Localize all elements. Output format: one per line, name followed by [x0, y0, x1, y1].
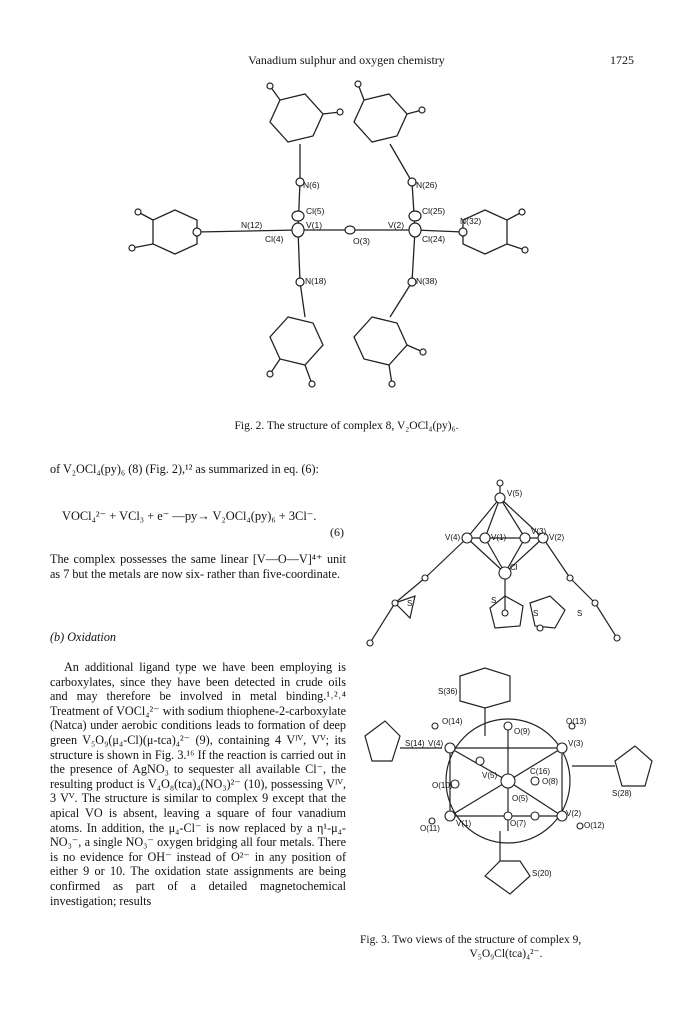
fig3-top-s3: S [533, 609, 539, 618]
fig3-bot-s20: S(20) [532, 869, 552, 878]
paragraph-2: The complex possesses the same linear [V—O—V]⁴⁺ unit as 7 but the metals are now six- rather than five-coordinate. [50, 552, 346, 581]
label-n18: N(18) [305, 276, 327, 286]
fig3-bot-o12: O(12) [584, 821, 605, 830]
fig3-top-v1: V(1) [491, 533, 507, 542]
label-n12: N(12) [241, 220, 263, 230]
fig3-bot-o9: O(9) [514, 727, 530, 736]
fig3-top-s2: S [491, 596, 497, 605]
figure-2-caption: Fig. 2. The structure of complex 8, V₂OCl₄(py)₆. [234, 420, 459, 432]
figure-3-caption-line1: Fig. 3. Two views of the structure of complex 9, [360, 934, 582, 946]
fig3-bot-o13: O(13) [566, 717, 587, 726]
fig3-bot-v1: V(1) [456, 819, 472, 828]
fig3-bot-v5: V(5) [482, 771, 498, 780]
label-cl24: Cl(24) [422, 234, 446, 244]
section-heading-oxidation: (b) Oxidation [50, 630, 117, 644]
label-cl4: Cl(4) [265, 234, 284, 244]
fig3-bot-v2: V(2) [566, 809, 582, 818]
fig3-bot-s28: S(28) [612, 789, 632, 798]
figure-3-side-view [355, 478, 655, 656]
label-v1: V(1) [306, 220, 323, 230]
fig3-bot-s36: S(36) [438, 687, 458, 696]
fig3-bot-o7: O(7) [510, 819, 526, 828]
fig3-bot-o10: O(10) [432, 781, 453, 790]
fig3-bot-v3: V(3) [568, 739, 584, 748]
figure-2-structure [120, 72, 540, 417]
label-o3: O(3) [353, 236, 370, 246]
fig3-bot-s14: S(14) [405, 739, 425, 748]
paragraph-3: An additional ligand type we have been employing is carboxylates, since they have been detected in crude oils and may therefore be involved in metal binding.¹˒²˒⁴ Treatment of VOCl₄²⁻ with sodium thiophene-2-carboxylate (Natca) under aerobic conditions leads to formation of deep green V₅O₉(μ₄-Cl)(μ-tca)₄²⁻ (9), containing 4 Vᴵⱽ, Vⱽ; its structure is shown in Fig. 3.¹⁶ If the reaction is carried out in the presence of AgNO₃ to sequester all available Cl⁻, the resulting product is V₄O₈(tca)₄(NO₃)²⁻ (10), possessing Vᴵⱽ, 3 Vⱽ. The structure is similar to complex 9 except that the apical VO is absent, leaving a square of four vanadium atoms. In addition, the μ₄-Cl⁻ is now replaced by a η¹-μ₄-NO₃⁻, a single NO₃⁻ oxygen bridging all four metals. There is no evidence for OH⁻ instead of O²⁻ in any position of either 9 or 10. The oxidation state assignments are being confirmed as part of a detailed magnetochemical investigation; results [50, 660, 346, 908]
fig3-top-s4: S [577, 609, 583, 618]
running-title: Vanadium sulphur and oxygen chemistry [248, 53, 445, 67]
label-n38: N(38) [416, 276, 438, 286]
fig3-top-v3: V(3) [531, 527, 547, 536]
label-n32: N(32) [460, 216, 482, 226]
figure-3-caption-line2: V₅O₉Cl(tca)₄²⁻. [469, 948, 543, 960]
fig3-bot-o8: O(8) [542, 777, 558, 786]
figure-3-caption [360, 933, 652, 961]
fig3-bot-v4: V(4) [428, 739, 444, 748]
label-n26: N(26) [416, 180, 438, 190]
figure-3-top-view [360, 666, 655, 921]
fig3-top-cl: Cl [510, 563, 518, 572]
equation-number: (6) [330, 525, 344, 539]
fig3-bot-c16: C(16) [530, 767, 551, 776]
paragraph-1: of V₂OCl₄(py)₆ (8) (Fig. 2),¹² as summarized in eq. (6): [50, 462, 319, 476]
fig3-top-s1: S [407, 599, 413, 608]
page-number: 1725 [610, 53, 634, 67]
fig3-bot-o14: O(14) [442, 717, 463, 726]
fig3-top-v5: V(5) [507, 489, 523, 498]
label-n6: N(6) [303, 180, 320, 190]
fig3-top-v2: V(2) [549, 533, 565, 542]
fig3-bot-o5: O(5) [512, 794, 528, 803]
fig3-bot-o11: O(11) [420, 824, 440, 833]
label-cl5: Cl(5) [306, 206, 325, 216]
equation-6: VOCl₄²⁻ + VCl₃ + e⁻ —py→ V₂OCl₄(py)₆ + 3Cl⁻. [62, 509, 317, 523]
label-cl25: Cl(25) [422, 206, 446, 216]
label-v2: V(2) [388, 220, 405, 230]
fig3-top-v4: V(4) [445, 533, 461, 542]
